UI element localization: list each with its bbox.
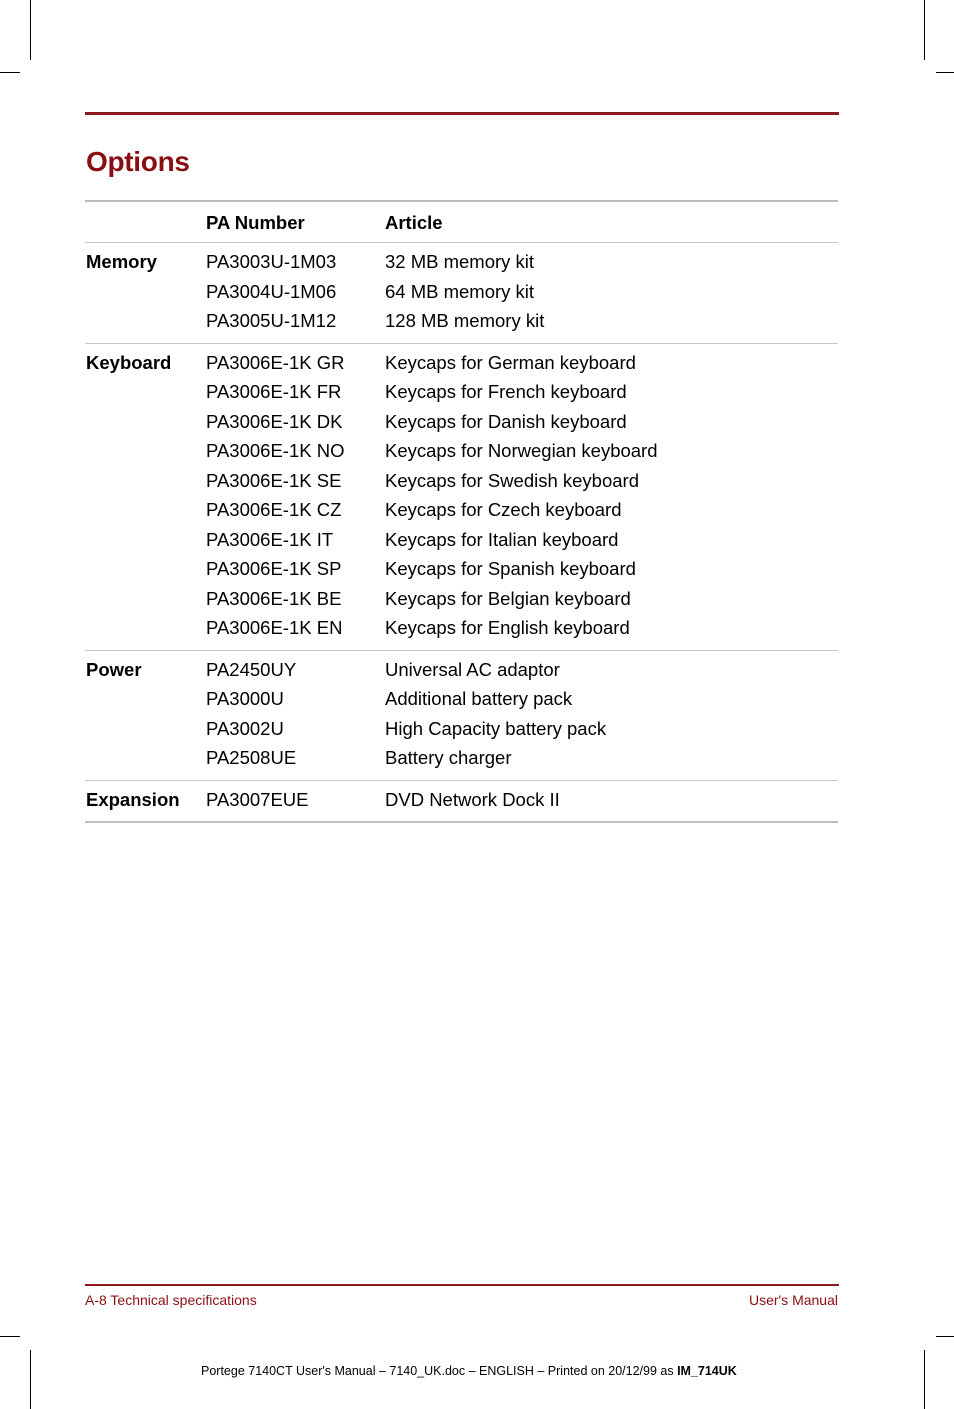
article: DVD Network Dock II [385, 788, 560, 810]
pa-number: PA3006E-1K DK [206, 410, 343, 432]
table-row [85, 686, 838, 716]
table-group-memory [85, 243, 838, 344]
article: High Capacity battery pack [385, 717, 607, 739]
table-row [85, 350, 838, 380]
crop-mark [0, 72, 20, 73]
table-row [85, 745, 838, 775]
print-info-line [201, 1364, 737, 1378]
pa-number: PA3006E-1K FR [206, 381, 342, 402]
table-row [85, 308, 838, 338]
page-title: Options [86, 146, 190, 177]
pa-number: PA3006E-1K IT [206, 528, 334, 550]
footer-rule [85, 1284, 839, 1286]
article: Keycaps for Danish keyboard [385, 410, 627, 432]
top-rule [85, 112, 839, 115]
pa-number: PA3000U [206, 688, 284, 709]
footer-section-label: A-8 Technical specifications [85, 1292, 257, 1308]
pa-number: PA3006E-1K NO [206, 440, 345, 461]
category-label: Power [86, 658, 142, 680]
category-label: Memory [86, 251, 157, 272]
column-header-pa-number: PA Number [206, 212, 305, 233]
article: 128 MB memory kit [385, 310, 545, 331]
table-row [85, 379, 838, 409]
article: Keycaps for Italian keyboard [385, 528, 619, 550]
print-info-id: IM_714UK [677, 1364, 737, 1378]
print-info-text: Portege 7140CT User's Manual – 7140_UK.doc – ENGLISH – Printed on 20/12/99 as [201, 1364, 678, 1378]
crop-mark [936, 72, 954, 73]
pa-number: PA3006E-1K SP [206, 558, 342, 579]
table-row [85, 615, 838, 645]
pa-number: PA3006E-1K GR [206, 351, 345, 373]
crop-mark [924, 1350, 925, 1409]
article: Keycaps for Czech keyboard [385, 499, 622, 520]
article: Keycaps for French keyboard [385, 381, 627, 402]
pa-number: PA2508UE [206, 747, 297, 768]
table-row [85, 468, 838, 498]
pa-number: PA3006E-1K EN [206, 617, 343, 638]
article: 32 MB memory kit [385, 251, 535, 272]
article: Keycaps for Swedish keyboard [385, 469, 639, 491]
pa-number: PA2450UY [206, 658, 297, 680]
table-group-expansion [85, 781, 838, 824]
table-row [85, 787, 838, 817]
article: Keycaps for Spanish keyboard [385, 558, 636, 579]
crop-mark [30, 0, 31, 60]
column-header-article: Article [385, 212, 443, 233]
options-table [85, 200, 838, 823]
table-group-keyboard [85, 344, 838, 651]
table-row [85, 586, 838, 616]
table-row [85, 409, 838, 439]
table-header [85, 200, 838, 243]
table-row [85, 527, 838, 557]
table-row [85, 716, 838, 746]
article: Universal AC adaptor [385, 658, 560, 680]
table-row [85, 438, 838, 468]
table-row [85, 497, 838, 527]
pa-number: PA3004U-1M06 [206, 280, 337, 302]
crop-mark [936, 1336, 954, 1337]
article: Keycaps for Belgian keyboard [385, 587, 631, 609]
table-group-power [85, 651, 838, 781]
footer-manual-label: User's Manual [748, 1292, 838, 1308]
article: Keycaps for Norwegian keyboard [385, 440, 658, 461]
article: Additional battery pack [385, 688, 573, 709]
pa-number: PA3007EUE [206, 788, 309, 810]
crop-mark [30, 1350, 31, 1409]
pa-number: PA3006E-1K BE [206, 587, 342, 609]
table-row [85, 279, 838, 309]
table-row [85, 249, 838, 279]
pa-number: PA3005U-1M12 [206, 310, 337, 331]
crop-mark [924, 0, 925, 60]
article: Keycaps for English keyboard [385, 617, 630, 638]
article: Keycaps for German keyboard [385, 351, 636, 373]
article: Battery charger [385, 747, 512, 768]
crop-mark [0, 1336, 20, 1337]
pa-number: PA3002U [206, 717, 284, 739]
pa-number: PA3003U-1M03 [206, 251, 337, 272]
category-label: Keyboard [86, 351, 172, 373]
pa-number: PA3006E-1K CZ [206, 499, 342, 520]
table-row [85, 556, 838, 586]
article: 64 MB memory kit [385, 280, 535, 302]
category-label: Expansion [86, 788, 180, 810]
table-row [85, 657, 838, 687]
pa-number: PA3006E-1K SE [206, 469, 342, 491]
